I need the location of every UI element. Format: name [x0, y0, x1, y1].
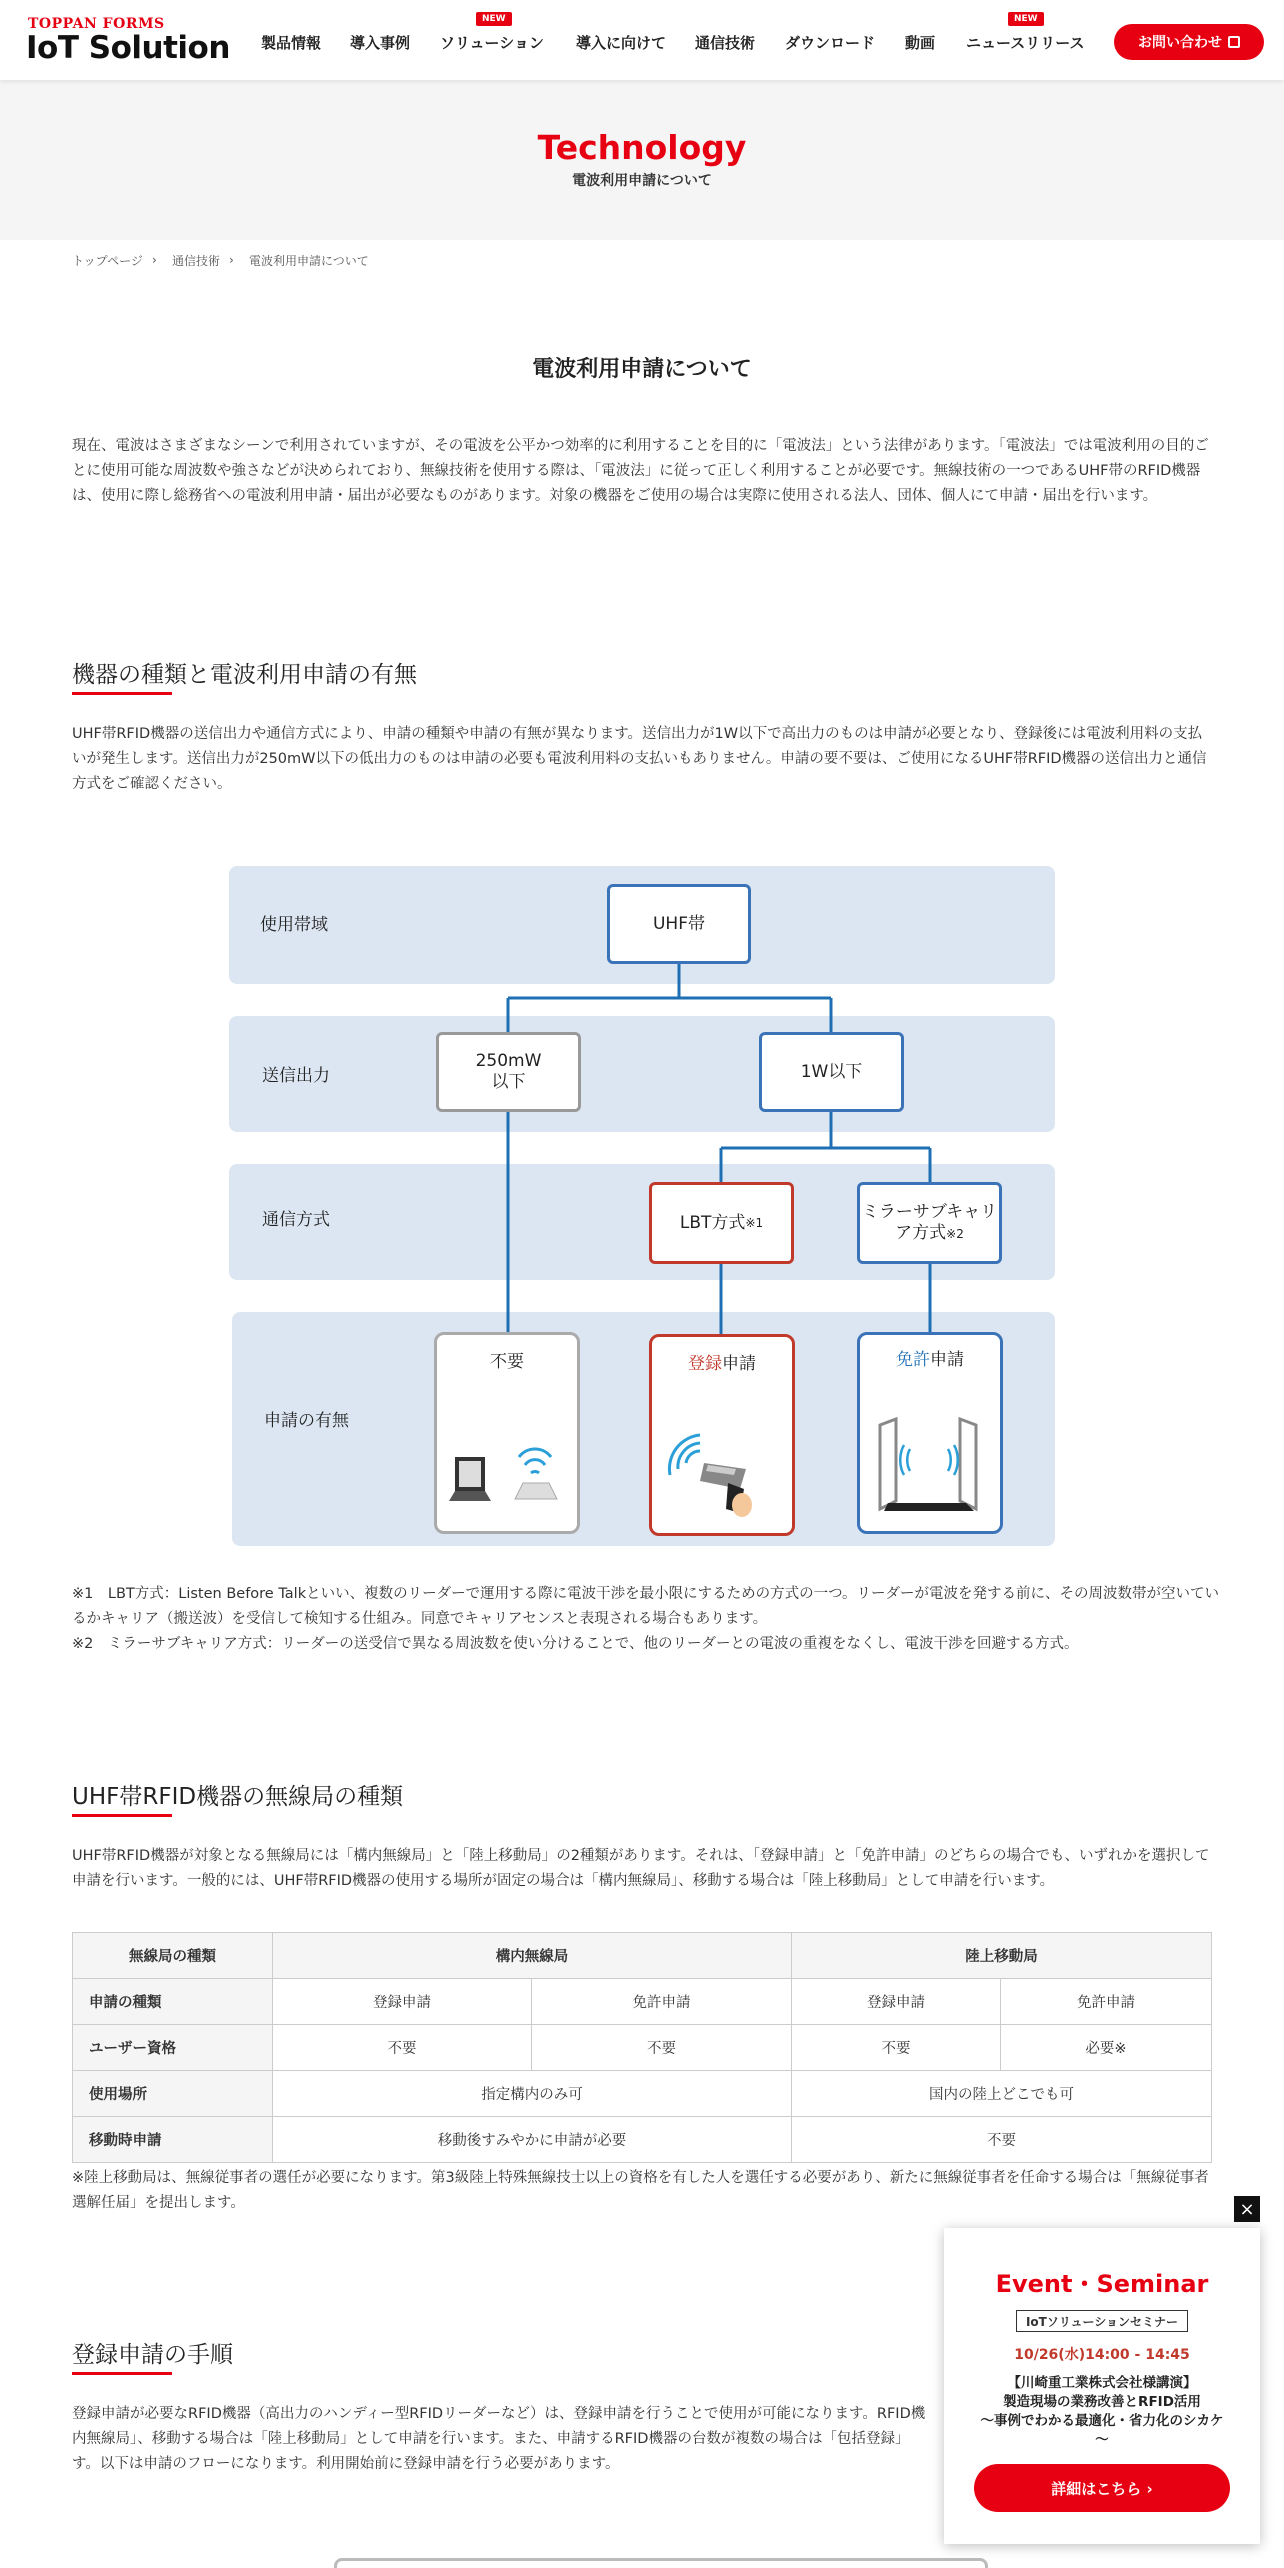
table-cell: 登録申請	[792, 1979, 1001, 2025]
power-250mw-line1: 250mW	[475, 1051, 542, 1071]
breadcrumb-home[interactable]: トップページ	[72, 254, 143, 268]
label-transmit-power: 送信出力	[262, 1066, 330, 1086]
note-lbt: ※1 LBT方式：Listen Before Talkといい、複数のリーダーで運用する際に電波干渉を最小限にするための方式の一つ。リーダーが電波を発する前に、その周波数帯が空いているかキャリア（搬送波）を受信して検知する仕組み。同意でキャリアセンスと表現される場合もあります。	[72, 1586, 1220, 1627]
new-badge: NEW	[1008, 12, 1044, 26]
table-row-header: 移動時申請	[73, 2117, 273, 2163]
popup-date: 10/26(水)14:00 - 14:45	[1014, 2347, 1190, 2363]
registration-text-line3: す。以下は申請のフローになります。利用開始前に登録申請を行う必要があります。	[72, 2456, 620, 2472]
lbt-box	[649, 1182, 794, 1264]
power-1w-box	[759, 1032, 904, 1112]
mirror-subcarrier-box	[857, 1182, 1002, 1264]
popup-close-button[interactable]: ×	[1234, 2196, 1260, 2222]
registration-label: 申請	[722, 1354, 756, 1374]
card-license	[857, 1332, 1003, 1534]
table-cell: 免許申請	[532, 1979, 792, 2025]
note-mirror: ※2 ミラーサブキャリア方式：リーダーの送受信で異なる周波数を使い分けることで、他のリーダーとの電波の重複をなくし、電波干渉を回避する方式。	[72, 1636, 1079, 1652]
table-footnote: ※陸上移動局は、無線従事者の選任が必要になります。第3級陸上特殊無線技士以上の資格を有した人を選任する必要があり、新たに無線従事者を任命する場合は「無線従事者選解任届」を提出します。	[72, 2170, 1209, 2211]
uhf-band-label: UHF帯	[652, 913, 705, 934]
section-heading-station-types: UHF帯RFID機器の無線局の種類	[72, 1784, 404, 1810]
table-row	[73, 2025, 1212, 2071]
table-row	[73, 1979, 1212, 2025]
popup-desc-line: ～	[1095, 2432, 1109, 2448]
table-cell: 不要	[532, 2025, 792, 2071]
license-label: 申請	[930, 1350, 964, 1370]
mirror-label-line2: ア方式	[895, 1222, 947, 1243]
table-cell: 不要	[792, 2025, 1001, 2071]
handheld-reader-icon	[662, 1413, 782, 1523]
nav-technology[interactable]: 通信技術	[695, 34, 756, 52]
mirror-label-line1: ミラーサブキャリ	[861, 1201, 998, 1222]
hero-title: Technology	[537, 128, 747, 167]
popup-title: Event・Seminar	[995, 2270, 1209, 2298]
label-application: 申請の有無	[264, 1411, 349, 1431]
page-title: 電波利用申請について	[532, 357, 752, 382]
nav-cases[interactable]: 導入事例	[350, 34, 411, 52]
table-cell: 不要	[792, 2117, 1212, 2163]
lbt-note-mark: ※1	[745, 1215, 764, 1230]
laptop-reader-icon	[447, 1435, 567, 1525]
popup-desc-line: 製造現場の業務改善とRFID活用	[1003, 2394, 1201, 2410]
popup-desc-line: ～事例でわかる最適化・省力化のシカケ	[980, 2413, 1224, 2429]
lbt-label: LBT方式	[679, 1212, 746, 1233]
popup-desc-line: 【川崎重工業株式会社様講演】	[1007, 2375, 1197, 2391]
nav-download[interactable]: ダウンロード	[785, 34, 876, 52]
nav-solutions[interactable]: ソリューション	[440, 34, 544, 52]
nav-video[interactable]: 動画	[905, 34, 936, 52]
breadcrumb-current: 電波利用申請について	[249, 254, 369, 268]
site-header	[0, 0, 1284, 80]
card-not-required	[434, 1332, 580, 1534]
hero-subtitle: 電波利用申請について	[572, 173, 712, 189]
nav-news[interactable]: ニュースリリース	[966, 34, 1085, 52]
heading-underline	[72, 1814, 172, 1817]
table-cell: 国内の陸上どこでも可	[792, 2071, 1212, 2117]
table-header-row	[73, 1933, 1212, 1979]
band-row-power	[229, 1016, 1055, 1132]
station-comparison-table	[72, 1932, 1212, 2163]
external-window-icon	[1228, 36, 1240, 48]
heading-underline	[72, 2372, 172, 2375]
station-types-text: UHF帯RFID機器が対象となる無線局には「構内無線局」と「陸上移動局」の2種類があります。それは、「登録申請」と「免許申請」のどちらの場合でも、いずれかを選択して申請を行います。一般的には、UHF帯RFID機器の使用する場所が固定の場合は「構内無線局」、移動する場合は「陸上移動局」として申請を行います。	[72, 1848, 1210, 1889]
label-frequency-band: 使用帯域	[260, 915, 328, 935]
mirror-note-mark: ※2	[946, 1226, 964, 1241]
registration-text-line2: 内無線局」、移動する場合は「陸上移動局」として申請を行います。また、申請するRFID機器の台数が複数の場合は「包括登録」	[72, 2431, 910, 2447]
table-row-header: 申請の種類	[73, 1979, 273, 2025]
section-heading-device-types: 機器の種類と電波利用申請の有無	[72, 662, 417, 688]
chevron-right-icon: ›	[229, 253, 234, 267]
label-comm-method: 通信方式	[262, 1210, 330, 1230]
chevron-right-icon: ›	[152, 253, 157, 267]
not-required-label: 不要	[490, 1352, 524, 1372]
popup-description	[958, 2374, 1246, 2450]
table-header-cell: 無線局の種類	[73, 1933, 273, 1979]
breadcrumb-technology[interactable]: 通信技術	[172, 254, 221, 268]
nav-introduction[interactable]: 導入に向けて	[576, 34, 667, 52]
logo-title[interactable]: IoT Solution	[26, 30, 230, 66]
card-registration	[649, 1334, 795, 1536]
nav-products[interactable]: 製品情報	[261, 34, 322, 52]
registration-red-label: 登録	[688, 1354, 722, 1374]
gate-reader-icon	[870, 1405, 990, 1515]
power-1w-label: 1W以下	[800, 1061, 863, 1082]
table-cell: 不要	[273, 2025, 532, 2071]
heading-underline	[72, 692, 172, 695]
event-popup	[944, 2228, 1260, 2544]
registration-text-line1: 登録申請が必要なRFID機器（高出力のハンディー型RFIDリーダーなど）は、登録申請を行うことで使用が可能になります。RFID機	[72, 2406, 926, 2422]
power-250mw-box	[436, 1032, 581, 1112]
new-badge: NEW	[476, 12, 512, 26]
flow-box-top	[334, 2558, 988, 2568]
table-row-header: 使用場所	[73, 2071, 273, 2117]
license-blue-label: 免許	[896, 1350, 930, 1370]
section-heading-registration-steps: 登録申請の手順	[72, 2342, 233, 2368]
popup-tag: IoTソリューションセミナー	[1016, 2310, 1188, 2332]
intro-text: 現在、電波はさまざまなシーンで利用されていますが、その電波を公平かつ効率的に利用することを目的に「電波法」という法律があります。「電波法」では電波利用の目的ごとに使用可能な周波数や強さなどが決められており、無線技術を使用する際は、「電波法」に従って正しく利用することが必要です。無線技術の一つであるUHF帯のRFID機器は、使用に際し総務省への電波利用申請・届出が必要なものがあります。対象の機器をご使用の場合は実際に使用される法人、団体、個人にて申請・届出を行います。	[72, 438, 1209, 504]
table-row	[73, 2071, 1212, 2117]
logo-brand[interactable]: TOPPAN FORMS	[28, 16, 165, 32]
popup-details-button[interactable]: 詳細はこちら ›	[974, 2464, 1230, 2512]
table-cell: 移動後すみやかに申請が必要	[273, 2117, 792, 2163]
uhf-band-box	[607, 884, 751, 964]
device-types-text: UHF帯RFID機器の送信出力や通信方式により、申請の種類や申請の有無が異なります。送信出力が1W以下で高出力のものは申請が必要となり、登録後には電波利用料の支払いが発生します。送信出力が250mW以下の低出力のものは申請の必要も電波利用料の支払いもありません。申請の要不要は、ご使用になるUHF帯RFID機器の送信出力と通信方式をご確認ください。	[72, 726, 1207, 792]
power-250mw-line2: 以下	[491, 1072, 526, 1092]
table-header-cell: 構内無線局	[273, 1933, 792, 1979]
table-cell: 指定構内のみ可	[273, 2071, 792, 2117]
table-row	[73, 2117, 1212, 2163]
contact-button[interactable]	[1114, 24, 1264, 60]
table-row-header: ユーザー資格	[73, 2025, 273, 2071]
contact-label: お問い合わせ	[1138, 35, 1222, 51]
table-cell: 登録申請	[273, 1979, 532, 2025]
table-cell: 必要※	[1001, 2025, 1212, 2071]
table-header-cell: 陸上移動局	[792, 1933, 1212, 1979]
table-cell: 免許申請	[1001, 1979, 1212, 2025]
